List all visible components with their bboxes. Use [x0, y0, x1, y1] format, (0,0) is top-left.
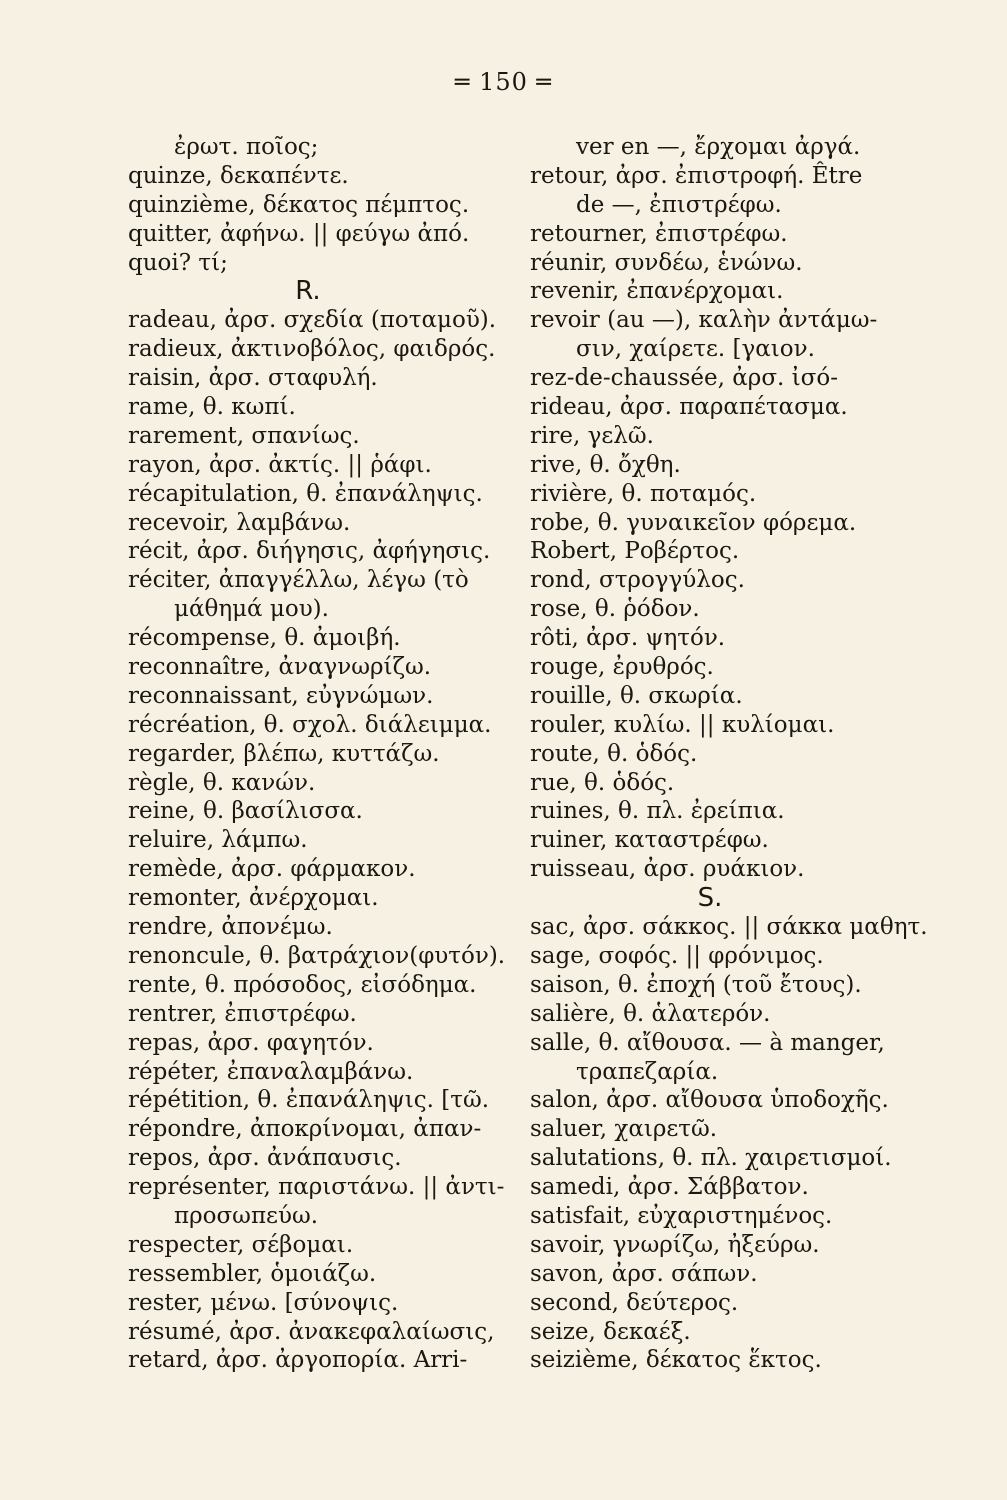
dictionary-entry-line: sage, σοφός. || φρόνιμος. — [530, 942, 824, 969]
dictionary-entry-line: réciter, ἀπαγγέλλω, λέγω (τὸ — [128, 567, 469, 594]
dictionary-entry-line: récréation, θ. σχολ. διάλειμμα. — [128, 711, 492, 738]
dictionary-entry-line: quoi? τί; — [128, 249, 228, 276]
dictionary-entry-line: rideau, ἀρσ. παραπέτασμα. — [530, 394, 848, 421]
dictionary-entry-line: Robert, Ροβέρτος. — [530, 538, 740, 565]
dictionary-entry-line: rez-de-chaussée, ἀρσ. ἰσό- — [530, 365, 838, 392]
dictionary-entry-line: raisin, ἀρσ. σταφυλή. — [128, 365, 378, 392]
dictionary-entry-line: reluire, λάμπω. — [128, 827, 308, 854]
dictionary-entry-line: rôti, ἀρσ. ψητόν. — [530, 625, 726, 652]
dictionary-entry-line: retourner, ἐπιστρέφω. — [530, 220, 788, 247]
letter-heading: R. — [295, 276, 321, 307]
dictionary-entry-line: quinzième, δέκατος πέμπτος. — [128, 191, 470, 218]
dictionary-entry-line: προσωπεύω. — [174, 1202, 319, 1229]
dictionary-entry-line: rond, στρογγύλος. — [530, 567, 745, 594]
dictionary-entry-line: samedi, ἀρσ. Σάββατον. — [530, 1174, 809, 1201]
dictionary-entry-line: résumé, ἀρσ. ἀνακεφαλαίωσις, — [128, 1318, 495, 1345]
dictionary-entry-line: rive, θ. ὄχθη. — [530, 451, 681, 478]
dictionary-entry-line: rentrer, ἐπιστρέφω. — [128, 1000, 357, 1027]
dictionary-entry-line: rayon, ἀρσ. ἀκτίς. || ῥάφι. — [128, 451, 432, 478]
dictionary-entry-line: de —, ἐπιστρέφω. — [576, 191, 782, 218]
dictionary-entry-line: respecter, σέβομαι. — [128, 1231, 354, 1258]
dictionary-entry-line: quitter, ἀφήνω. || φεύγω ἀπό. — [128, 220, 470, 247]
dictionary-entry-line: répéter, ἐπαναλαμβάνω. — [128, 1058, 414, 1085]
dictionary-entry-line: revenir, ἐπανέρχομαι. — [530, 278, 784, 305]
dictionary-entry-line: ἐρωτ. ποῖος; — [174, 134, 319, 160]
dictionary-entry-line: reconnaissant, εὐγνώμων. — [128, 682, 434, 709]
dictionary-entry-line: retour, ἀρσ. ἐπιστροφή. Être — [530, 162, 863, 189]
dictionary-entry-line: saluer, χαιρετῶ. — [530, 1116, 718, 1143]
dictionary-entry-line: répondre, ἀποκρίνομαι, ἀπαν- — [128, 1116, 482, 1143]
dictionary-entry-line: récompense, θ. ἀμοιβή. — [128, 625, 401, 652]
dictionary-entry-line: robe, θ. γυναικεῖον φόρεμα. — [530, 509, 857, 536]
dictionary-entry-line: récapitulation, θ. ἐπανάληψις. — [128, 480, 483, 507]
dictionary-entry-line: saison, θ. ἐποχή (τοῦ ἔτους). — [530, 971, 862, 998]
dictionary-entry-line: rendre, ἀπονέμω. — [128, 914, 333, 941]
dictionary-entry-line: route, θ. ὁδός. — [530, 740, 698, 767]
dictionary-entry-line: rente, θ. πρόσοδος, εἰσόδημα. — [128, 971, 477, 998]
dictionary-entry-line: savon, ἀρσ. σάπων. — [530, 1260, 758, 1287]
dictionary-entry-line: recevoir, λαμβάνω. — [128, 509, 351, 536]
dictionary-entry-line: revoir (au —), καλὴν ἀντάμω- — [530, 307, 878, 334]
dictionary-entry-line: récit, ἀρσ. διήγησις, ἀφήγησις. — [128, 538, 491, 565]
dictionary-entry-line: second, δεύτερος. — [530, 1289, 739, 1316]
dictionary-entry-line: salière, θ. ἁλατερόν. — [530, 1000, 771, 1027]
dictionary-entry-line: représenter, παριστάνω. || ἀντι- — [128, 1174, 505, 1201]
dictionary-entry-line: seize, δεκαέξ. — [530, 1318, 691, 1345]
dictionary-entry-line: rouler, κυλίω. || κυλίομαι. — [530, 711, 835, 738]
dictionary-entry-line: renoncule, θ. βατράχιον(φυτόν). — [128, 942, 506, 969]
dictionary-entry-line: regarder, βλέπω, κυττάζω. — [128, 740, 440, 767]
dictionary-entry-line: repas, ἀρσ. φαγητόν. — [128, 1029, 374, 1056]
dictionary-entry-line: quinze, δεκαπέντε. — [128, 162, 349, 189]
dictionary-entry-line: rouille, θ. σκωρία. — [530, 682, 743, 709]
dictionary-entry-line: sac, ἀρσ. σάκκος. || σάκκα μαθητ. — [530, 914, 928, 941]
dictionary-entry-line: ruisseau, ἀρσ. ρυάκιον. — [530, 856, 805, 883]
letter-heading: S. — [697, 883, 723, 914]
dictionary-entry-line: rue, θ. ὁδός. — [530, 769, 675, 796]
dictionary-entry-line: salle, θ. αἴθουσα. — à manger, — [530, 1029, 885, 1056]
page-number: ═ 150 ═ — [455, 68, 552, 96]
dictionary-entry-line: rame, θ. κωπί. — [128, 394, 296, 421]
dictionary-entry-line: règle, θ. κανών. — [128, 769, 316, 796]
dictionary-entry-line: rivière, θ. ποταμός. — [530, 480, 757, 507]
dictionary-entry-line: reine, θ. βασίλισσα. — [128, 798, 363, 825]
dictionary-entry-line: savoir, γνωρίζω, ἠξεύρω. — [530, 1231, 820, 1258]
dictionary-entry-line: ruines, θ. πλ. ἐρείπια. — [530, 798, 785, 825]
dictionary-entry-line: radieux, ἀκτινοβόλος, φαιδρός. — [128, 336, 496, 363]
dictionary-entry-line: σιν, χαίρετε. [γαιον. — [576, 336, 815, 363]
dictionary-entry-line: rarement, σπανίως. — [128, 422, 360, 449]
dictionary-entry-line: μάθημά μου). — [174, 596, 329, 623]
dictionary-entry-line: τραπεζαρία. — [576, 1058, 719, 1085]
dictionary-entry-line: ressembler, ὁμοιάζω. — [128, 1260, 377, 1287]
dictionary-entry-line: répétition, θ. ἐπανάληψις. [τῶ. — [128, 1087, 490, 1114]
right-column — [530, 133, 928, 1375]
dictionary-entry-line: retard, ἀρσ. ἀργοπορία. Arri- — [128, 1347, 468, 1374]
dictionary-entry-line: repos, ἀρσ. ἀνάπαυσις. — [128, 1145, 402, 1172]
dictionary-entry-line: ruiner, καταστρέφω. — [530, 827, 769, 854]
left-column — [128, 133, 518, 1375]
dictionary-entry-line: réunir, συνδέω, ἑνώνω. — [530, 249, 803, 276]
dictionary-entry-line: satisfait, εὐχαριστημένος. — [530, 1202, 833, 1229]
dictionary-entry-line: salutations, θ. πλ. χαιρετισμοί. — [530, 1145, 892, 1172]
dictionary-entry-line: salon, ἀρσ. αἴθουσα ὑποδοχῆς. — [530, 1087, 889, 1114]
dictionary-entry-line: rire, γελῶ. — [530, 422, 654, 449]
dictionary-entry-line: rester, μένω. [σύνοψις. — [128, 1289, 399, 1316]
dictionary-entry-line: remède, ἀρσ. φάρμακον. — [128, 856, 416, 883]
dictionary-entry-line: ver en —, ἔρχομαι ἀργά. — [576, 134, 861, 160]
dictionary-entry-line: rose, θ. ῥόδον. — [530, 596, 700, 623]
dictionary-entry-line: reconnaître, ἀναγνωρίζω. — [128, 654, 432, 681]
dictionary-entry-line: radeau, ἀρσ. σχεδία (ποταμοῦ). — [128, 307, 497, 334]
dictionary-entry-line: remonter, ἀνέρχομαι. — [128, 885, 379, 912]
dictionary-entry-line: seizième, δέκατος ἕκτος. — [530, 1347, 822, 1374]
dictionary-entry-line: rouge, ἐρυθρός. — [530, 654, 714, 681]
